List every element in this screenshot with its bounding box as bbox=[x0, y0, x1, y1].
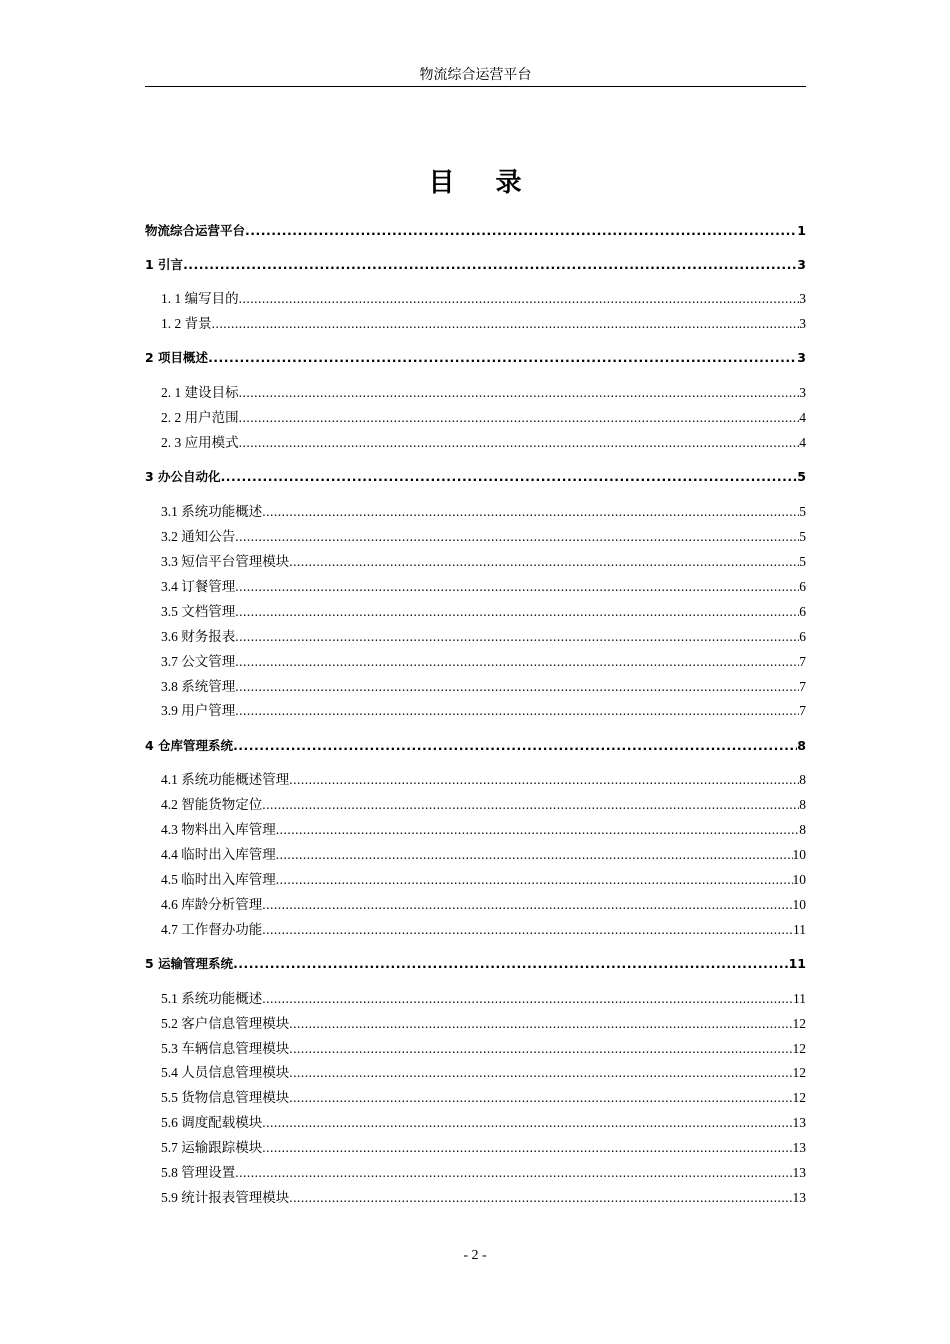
toc-dot-leader bbox=[262, 1138, 792, 1158]
toc-section-entry[interactable] bbox=[161, 1163, 806, 1183]
toc-entry-page-number: 5 bbox=[799, 504, 806, 519]
toc-entry-page-number: 7 bbox=[799, 654, 806, 669]
toc-entry-label: 3.6 财务报表 bbox=[161, 629, 236, 644]
toc-entry-page-number: 10 bbox=[792, 897, 806, 912]
toc-entry-label: 1. 2 背景 bbox=[161, 316, 212, 331]
toc-dot-leader bbox=[276, 870, 793, 890]
toc-entry-label: 2. 3 应用模式 bbox=[161, 435, 239, 450]
toc-section-entry[interactable] bbox=[161, 1138, 806, 1158]
toc-entry-label: 4.7 工作督办功能 bbox=[161, 922, 263, 937]
toc-section-entry[interactable] bbox=[161, 1039, 806, 1059]
toc-entry-page-number: 3 bbox=[797, 350, 806, 365]
toc-dot-leader bbox=[289, 1014, 792, 1034]
toc-entry-page-number: 8 bbox=[797, 738, 806, 753]
toc-entry-page-number: 6 bbox=[799, 604, 806, 619]
toc-section-entry[interactable] bbox=[161, 770, 806, 790]
toc-entry-label: 1. 1 编写目的 bbox=[161, 291, 239, 306]
toc-entry-label: 3.4 订餐管理 bbox=[161, 579, 236, 594]
toc-entry-page-number: 6 bbox=[799, 629, 806, 644]
toc-dot-leader bbox=[262, 895, 792, 915]
toc-dot-leader bbox=[183, 255, 797, 275]
toc-dot-leader bbox=[262, 920, 793, 940]
toc-entry-label: 4.1 系统功能概述管理 bbox=[161, 772, 290, 787]
toc-dot-leader bbox=[235, 602, 799, 622]
toc-dot-leader bbox=[289, 1088, 792, 1108]
toc-entry-page-number: 12 bbox=[792, 1016, 806, 1031]
toc-entry-label: 3.8 系统管理 bbox=[161, 679, 236, 694]
toc-dot-leader bbox=[262, 502, 799, 522]
toc-entry-page-number: 7 bbox=[799, 703, 806, 718]
toc-section-entry[interactable] bbox=[161, 1188, 806, 1208]
page-number: - 2 - bbox=[463, 1248, 487, 1263]
toc-entry-page-number: 10 bbox=[792, 872, 806, 887]
toc-entry-page-number: 13 bbox=[792, 1190, 806, 1205]
toc-entry-label: 5.2 客户信息管理模块 bbox=[161, 1016, 290, 1031]
toc-chapter-entry[interactable] bbox=[145, 348, 806, 368]
toc-entry-page-number: 7 bbox=[799, 679, 806, 694]
toc-dot-leader bbox=[235, 677, 799, 697]
toc-dot-leader bbox=[235, 1163, 792, 1183]
toc-entry-page-number: 12 bbox=[792, 1041, 806, 1056]
toc-dot-leader bbox=[289, 1063, 792, 1083]
toc-dot-leader bbox=[289, 770, 799, 790]
toc-entry-label: 5.1 系统功能概述 bbox=[161, 991, 263, 1006]
toc-dot-leader bbox=[235, 627, 799, 647]
toc-dot-leader bbox=[276, 820, 800, 840]
toc-entry-page-number: 10 bbox=[792, 847, 806, 862]
toc-entry-label: 4.2 智能货物定位 bbox=[161, 797, 263, 812]
toc-entry-label: 3.9 用户管理 bbox=[161, 703, 236, 718]
toc-entry-label: 3 办公自动化 bbox=[145, 469, 221, 484]
toc-section-entry[interactable] bbox=[161, 870, 806, 890]
toc-entry-label: 3.7 公文管理 bbox=[161, 654, 236, 669]
toc-dot-leader bbox=[221, 467, 798, 487]
toc-dot-leader bbox=[235, 527, 799, 547]
toc-section-entry[interactable] bbox=[161, 701, 806, 721]
toc-section-entry[interactable] bbox=[161, 989, 806, 1009]
toc-dot-leader bbox=[289, 1039, 792, 1059]
toc-section-entry[interactable] bbox=[161, 408, 806, 428]
toc-dot-leader bbox=[233, 736, 797, 756]
toc-chapter-entry[interactable] bbox=[145, 255, 806, 275]
toc-dot-leader bbox=[239, 289, 800, 309]
toc-entry-label: 3.3 短信平台管理模块 bbox=[161, 554, 290, 569]
toc-section-entry[interactable] bbox=[161, 1063, 806, 1083]
toc-section-entry[interactable] bbox=[161, 577, 806, 597]
toc-chapter-entry[interactable] bbox=[145, 736, 806, 756]
toc-section-entry[interactable] bbox=[161, 552, 806, 572]
toc-section-entry[interactable] bbox=[161, 433, 806, 453]
toc-dot-leader bbox=[262, 989, 793, 1009]
toc-entry-page-number: 11 bbox=[788, 956, 806, 971]
toc-dot-leader bbox=[262, 1113, 792, 1133]
toc-dot-leader bbox=[289, 552, 799, 572]
toc-entry-label: 5.4 人员信息管理模块 bbox=[161, 1065, 290, 1080]
toc-entry-label: 5.7 运输跟踪模块 bbox=[161, 1140, 263, 1155]
toc-entry-page-number: 12 bbox=[792, 1090, 806, 1105]
toc-dot-leader bbox=[235, 577, 799, 597]
toc-entry-label: 5.9 统计报表管理模块 bbox=[161, 1190, 290, 1205]
toc-entry-label: 2. 1 建设目标 bbox=[161, 385, 239, 400]
toc-entry-label: 4.3 物料出入库管理 bbox=[161, 822, 276, 837]
toc-entry-page-number: 3 bbox=[799, 291, 806, 306]
toc-dot-leader bbox=[233, 954, 789, 974]
toc-section-entry[interactable] bbox=[161, 627, 806, 647]
toc-section-entry[interactable] bbox=[161, 289, 806, 309]
toc-dot-leader bbox=[276, 845, 793, 865]
toc-entry-page-number: 8 bbox=[799, 797, 806, 812]
toc-section-entry[interactable] bbox=[161, 920, 806, 940]
toc-entry-page-number: 13 bbox=[792, 1115, 806, 1130]
toc-entry-label: 5 运输管理系统 bbox=[145, 956, 234, 971]
toc-entry-label: 物流综合运营平台 bbox=[145, 223, 246, 238]
toc-dot-leader bbox=[262, 795, 799, 815]
toc-entry-label: 5.8 管理设置 bbox=[161, 1165, 236, 1180]
toc-entry-label: 4.6 库龄分析管理 bbox=[161, 897, 263, 912]
toc-dot-leader bbox=[239, 408, 800, 428]
toc-section-entry[interactable] bbox=[161, 795, 806, 815]
toc-entry-page-number: 8 bbox=[799, 772, 806, 787]
toc-section-entry[interactable] bbox=[161, 845, 806, 865]
toc-chapter-entry[interactable] bbox=[145, 954, 806, 974]
page-header: 物流综合运营平台 bbox=[145, 66, 806, 87]
toc-section-entry[interactable] bbox=[161, 602, 806, 622]
toc-entry-label: 4.4 临时出入库管理 bbox=[161, 847, 276, 862]
toc-section-entry[interactable] bbox=[161, 1113, 806, 1133]
toc-title: 目 录 bbox=[428, 168, 538, 198]
toc-dot-leader bbox=[239, 433, 800, 453]
toc-entry-page-number: 1 bbox=[797, 223, 806, 238]
toc-entry-label: 4 仓库管理系统 bbox=[145, 738, 234, 753]
toc-entry-page-number: 4 bbox=[799, 435, 806, 450]
toc-entry-page-number: 13 bbox=[792, 1165, 806, 1180]
toc-dot-leader bbox=[245, 221, 797, 241]
toc-entry-label: 3.2 通知公告 bbox=[161, 529, 236, 544]
toc-section-entry[interactable] bbox=[161, 820, 806, 840]
toc-dot-leader bbox=[235, 652, 799, 672]
toc-entry-page-number: 5 bbox=[797, 469, 806, 484]
toc-entry-page-number: 8 bbox=[799, 822, 806, 837]
toc-entry-page-number: 3 bbox=[799, 316, 806, 331]
toc-entry-label: 3.1 系统功能概述 bbox=[161, 504, 263, 519]
toc-section-entry[interactable] bbox=[161, 652, 806, 672]
toc-entry-label: 1 引言 bbox=[145, 257, 184, 272]
toc-entry-page-number: 5 bbox=[799, 554, 806, 569]
toc-dot-leader bbox=[212, 314, 800, 334]
toc-entry-label: 5.3 车辆信息管理模块 bbox=[161, 1041, 290, 1056]
toc-entry-label: 2. 2 用户范围 bbox=[161, 410, 239, 425]
toc-entry-page-number: 5 bbox=[799, 529, 806, 544]
toc-section-entry[interactable] bbox=[161, 502, 806, 522]
toc-section-entry[interactable] bbox=[161, 527, 806, 547]
toc-section-entry[interactable] bbox=[161, 677, 806, 697]
toc-section-entry[interactable] bbox=[161, 314, 806, 334]
toc-entry-page-number: 3 bbox=[799, 385, 806, 400]
toc-dot-leader bbox=[208, 348, 797, 368]
toc-section-entry[interactable] bbox=[161, 383, 806, 403]
toc-entry-label: 4.5 临时出入库管理 bbox=[161, 872, 276, 887]
toc-entry-page-number: 13 bbox=[792, 1140, 806, 1155]
toc-dot-leader bbox=[239, 383, 800, 403]
toc-entry-page-number: 4 bbox=[799, 410, 806, 425]
toc-entry-page-number: 12 bbox=[792, 1065, 806, 1080]
toc-entry-page-number: 6 bbox=[799, 579, 806, 594]
toc-entry-label: 5.5 货物信息管理模块 bbox=[161, 1090, 290, 1105]
toc-section-entry[interactable] bbox=[161, 1014, 806, 1034]
toc-entry-page-number: 3 bbox=[797, 257, 806, 272]
toc-dot-leader bbox=[289, 1188, 792, 1208]
toc-entry-label: 3.5 文档管理 bbox=[161, 604, 236, 619]
toc-entry-label: 5.6 调度配载模块 bbox=[161, 1115, 263, 1130]
toc-chapter-entry[interactable] bbox=[145, 221, 806, 241]
toc-section-entry[interactable] bbox=[161, 895, 806, 915]
toc-entry-page-number: 11 bbox=[793, 922, 806, 937]
toc-section-entry[interactable] bbox=[161, 1088, 806, 1108]
toc-dot-leader bbox=[235, 701, 799, 721]
toc-entry-page-number: 11 bbox=[793, 991, 806, 1006]
toc-chapter-entry[interactable] bbox=[145, 467, 806, 487]
toc-entry-label: 2 项目概述 bbox=[145, 350, 209, 365]
